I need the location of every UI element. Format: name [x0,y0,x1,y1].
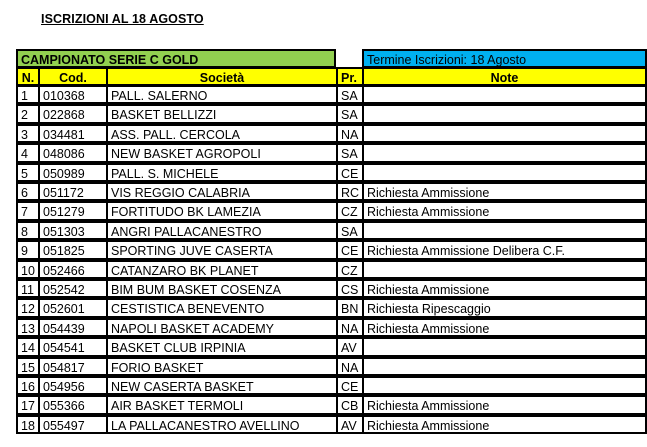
table-row [16,221,647,240]
column-header-n: N. [16,67,40,86]
table-row [16,124,647,143]
cell-pr: CE [336,376,364,395]
cell-societa: CESTISTICA BENEVENTO [106,298,338,317]
cell-pr: BN [336,298,364,317]
cell-n: 18 [16,415,40,434]
table-row [16,182,647,201]
cell-note [362,104,647,123]
cell-societa: NAPOLI BASKET ACADEMY [106,318,338,337]
column-header-note: Note [362,67,647,86]
cell-note [362,85,647,104]
cell-pr: CE [336,240,364,259]
cell-cod: 051172 [38,182,108,201]
cell-n: 7 [16,201,40,220]
table-row [16,163,647,182]
cell-societa: ASS. PALL. CERCOLA [106,124,338,143]
cell-note [362,143,647,162]
cell-cod: 034481 [38,124,108,143]
table-row [16,260,647,279]
cell-pr: SA [336,143,364,162]
cell-cod: 054439 [38,318,108,337]
table-row [16,415,647,434]
cell-n: 4 [16,143,40,162]
cell-cod: 010368 [38,85,108,104]
cell-cod: 052466 [38,260,108,279]
cell-note: Richiesta Ammissione [362,395,647,414]
cell-note [362,124,647,143]
cell-n: 9 [16,240,40,259]
cell-societa: BASKET CLUB IRPINIA [106,337,338,356]
cell-note [362,260,647,279]
cell-cod: 051825 [38,240,108,259]
cell-n: 6 [16,182,40,201]
cell-cod: 022868 [38,104,108,123]
column-header-pr: Pr. [336,67,364,86]
cell-note: Richiesta Ripescaggio [362,298,647,317]
deadline-label: Termine Iscrizioni: 18 Agosto [362,49,647,68]
table-row [16,395,647,414]
table-row [16,318,647,337]
championship-label: CAMPIONATO SERIE C GOLD [16,49,336,68]
cell-note: Richiesta Ammissione [362,415,647,434]
cell-pr: CS [336,279,364,298]
table-row [16,357,647,376]
cell-societa: NEW CASERTA BASKET [106,376,338,395]
table-row [16,376,647,395]
cell-n: 3 [16,124,40,143]
cell-pr: CZ [336,260,364,279]
cell-cod: 051303 [38,221,108,240]
cell-cod: 050989 [38,163,108,182]
cell-n: 10 [16,260,40,279]
column-header-societa: Società [106,67,338,86]
cell-note [362,337,647,356]
table-row [16,104,647,123]
cell-pr: CE [336,163,364,182]
column-header-cod: Cod. [38,67,108,86]
cell-note: Richiesta Ammissione [362,201,647,220]
cell-pr: CB [336,395,364,414]
cell-pr: NA [336,357,364,376]
cell-n: 15 [16,357,40,376]
table-row [16,201,647,220]
cell-n: 5 [16,163,40,182]
cell-societa: NEW BASKET AGROPOLI [106,143,338,162]
cell-pr: RC [336,182,364,201]
cell-cod: 054817 [38,357,108,376]
cell-societa: ANGRI PALLACANESTRO [106,221,338,240]
page-title: ISCRIZIONI AL 18 AGOSTO [41,12,204,26]
cell-note [362,163,647,182]
cell-note [362,376,647,395]
cell-cod: 055497 [38,415,108,434]
cell-note [362,357,647,376]
cell-societa: BIM BUM BASKET COSENZA [106,279,338,298]
table-row [16,85,647,104]
cell-societa: AIR BASKET TERMOLI [106,395,338,414]
cell-n: 11 [16,279,40,298]
cell-societa: VIS REGGIO CALABRIA [106,182,338,201]
cell-n: 17 [16,395,40,414]
cell-note [362,221,647,240]
cell-societa: LA PALLACANESTRO AVELLINO [106,415,338,434]
cell-note: Richiesta Ammissione [362,182,647,201]
cell-societa: SPORTING JUVE CASERTA [106,240,338,259]
cell-cod: 054541 [38,337,108,356]
cell-note: Richiesta Ammissione [362,279,647,298]
cell-pr: NA [336,124,364,143]
cell-pr: SA [336,221,364,240]
cell-n: 8 [16,221,40,240]
cell-pr: AV [336,415,364,434]
cell-societa: BASKET BELLIZZI [106,104,338,123]
cell-n: 12 [16,298,40,317]
cell-cod: 052601 [38,298,108,317]
table-row [16,279,647,298]
cell-pr: CZ [336,201,364,220]
table-row [16,143,647,162]
cell-cod: 054956 [38,376,108,395]
championship-row [16,49,647,68]
cell-pr: SA [336,85,364,104]
cell-n: 1 [16,85,40,104]
cell-note: Richiesta Ammissione [362,318,647,337]
cell-societa: PALL. SALERNO [106,85,338,104]
cell-n: 14 [16,337,40,356]
cell-cod: 052542 [38,279,108,298]
cell-pr: AV [336,337,364,356]
cell-cod: 048086 [38,143,108,162]
cell-societa: FORTITUDO BK LAMEZIA [106,201,338,220]
cell-n: 13 [16,318,40,337]
cell-n: 16 [16,376,40,395]
header-row [16,67,647,86]
cell-pr: NA [336,318,364,337]
table-row [16,337,647,356]
cell-pr: SA [336,104,364,123]
table-row [16,298,647,317]
cell-note: Richiesta Ammissione Delibera C.F. [362,240,647,259]
cell-cod: 055366 [38,395,108,414]
cell-societa: CATANZARO BK PLANET [106,260,338,279]
cell-societa: PALL. S. MICHELE [106,163,338,182]
table-row [16,240,647,259]
cell-cod: 051279 [38,201,108,220]
cell-n: 2 [16,104,40,123]
cell-societa: FORIO BASKET [106,357,338,376]
